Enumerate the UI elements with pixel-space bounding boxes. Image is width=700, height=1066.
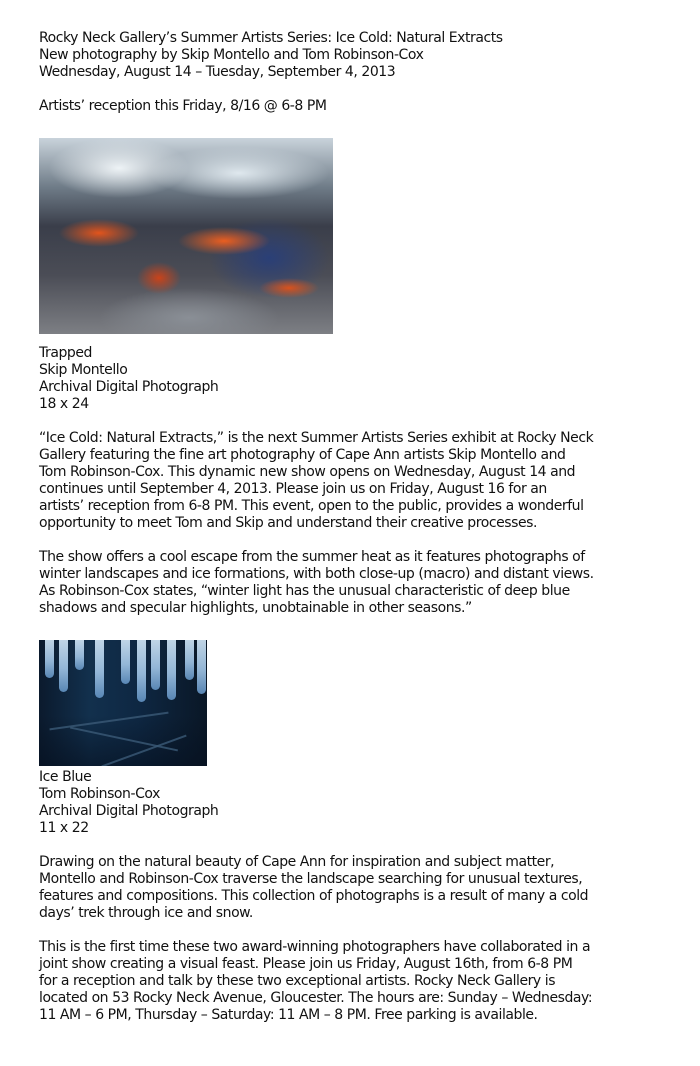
artwork2-caption	[39, 769, 679, 837]
artwork1-caption	[39, 345, 679, 413]
paragraph-line: days’ trek through ice and snow.	[39, 905, 253, 921]
artwork1-medium: Archival Digital Photograph	[39, 379, 219, 395]
reception-text: Artists’ reception this Friday, 8/16 @ 6-8 PM	[39, 98, 327, 114]
artwork2-title: Ice Blue	[39, 769, 92, 785]
paragraph-line: artists’ reception from 6-8 PM. This event, open to the public, provides a wonderful	[39, 498, 584, 514]
paragraph-line: located on 53 Rocky Neck Avenue, Gloucester. The hours are: Sunday – Wednesday:	[39, 990, 593, 1006]
trapped-photo	[39, 138, 333, 334]
press-release	[39, 30, 679, 1024]
artwork1-size: 18 x 24	[39, 396, 89, 412]
page-title: Rocky Neck Gallery’s Summer Artists Series: Ice Cold: Natural Extracts	[39, 30, 503, 46]
artwork2-size: 11 x 22	[39, 820, 89, 836]
paragraph-line: shadows and specular highlights, unobtainable in other seasons.”	[39, 600, 472, 616]
paragraph-inspiration	[39, 854, 679, 922]
paragraph-line: Montello and Robinson-Cox traverse the landscape searching for unusual textures,	[39, 871, 583, 887]
paragraph-show-description	[39, 549, 679, 617]
iceblue-photo-wrap	[39, 640, 679, 766]
artwork2-artist: Tom Robinson-Cox	[39, 786, 160, 802]
reception-notice	[39, 98, 679, 115]
paragraph-line: “Ice Cold: Natural Extracts,” is the next Summer Artists Series exhibit at Rocky Neck	[39, 430, 594, 446]
artwork1-artist: Skip Montello	[39, 362, 128, 378]
paragraph-line: This is the first time these two award-winning photographers have collaborated in a	[39, 939, 591, 955]
paragraph-line: Tom Robinson-Cox. This dynamic new show opens on Wednesday, August 14 and	[39, 464, 576, 480]
paragraph-event-details	[39, 939, 679, 1024]
ice-blue-photo	[39, 640, 207, 766]
paragraph-line: Gallery featuring the fine art photography of Cape Ann artists Skip Montello and	[39, 447, 566, 463]
paragraph-line: As Robinson-Cox states, “winter light has the unusual characteristic of deep blue	[39, 583, 570, 599]
artwork1-title: Trapped	[39, 345, 92, 361]
paragraph-line: for a reception and talk by these two exceptional artists. Rocky Neck Gallery is	[39, 973, 556, 989]
paragraph-intro	[39, 430, 679, 532]
paragraph-line: continues until September 4, 2013. Please join us on Friday, August 16 for an	[39, 481, 547, 497]
exhibit-dates: Wednesday, August 14 – Tuesday, September 4, 2013	[39, 64, 396, 80]
paragraph-line: Drawing on the natural beauty of Cape Ann for inspiration and subject matter,	[39, 854, 555, 870]
page-subtitle: New photography by Skip Montello and Tom Robinson-Cox	[39, 47, 424, 63]
artwork2-medium: Archival Digital Photograph	[39, 803, 219, 819]
paragraph-line: 11 AM – 6 PM, Thursday – Saturday: 11 AM – 8 PM. Free parking is available.	[39, 1007, 538, 1023]
paragraph-line: features and compositions. This collection of photographs is a result of many a cold	[39, 888, 589, 904]
paragraph-line: opportunity to meet Tom and Skip and understand their creative processes.	[39, 515, 537, 531]
paragraph-line: joint show creating a visual feast. Please join us Friday, August 16th, from 6-8 PM	[39, 956, 573, 972]
header	[39, 30, 679, 81]
paragraph-line: The show offers a cool escape from the summer heat as it features photographs of	[39, 549, 585, 565]
paragraph-line: winter landscapes and ice formations, with both close-up (macro) and distant views.	[39, 566, 594, 582]
